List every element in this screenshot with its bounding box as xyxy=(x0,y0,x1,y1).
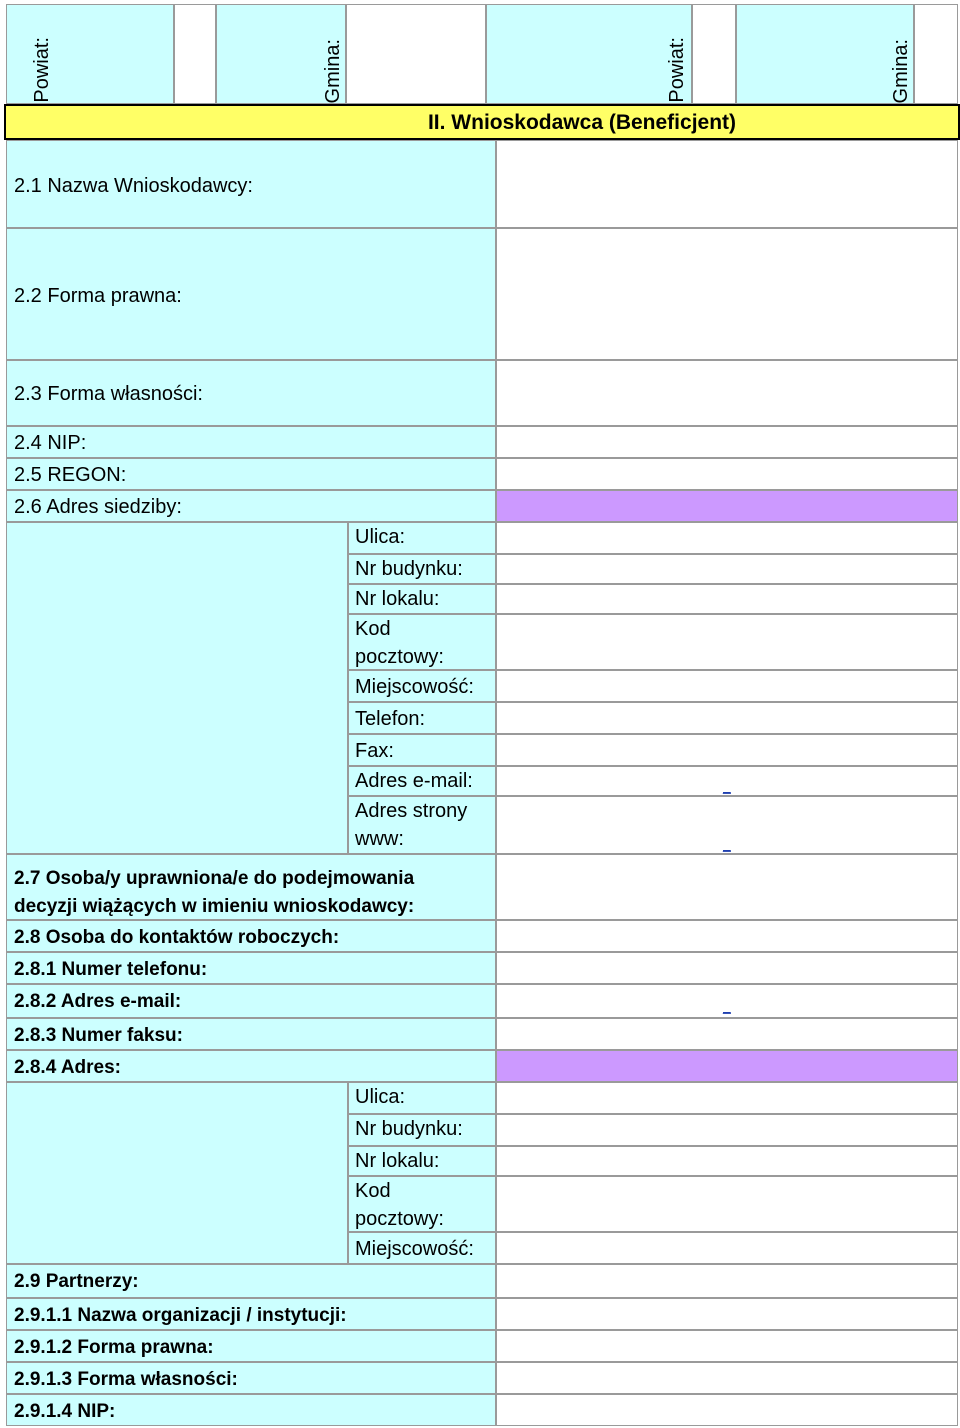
field-nip-input[interactable] xyxy=(496,426,958,458)
siedziba-fax-label: Fax: xyxy=(348,734,496,766)
field-p-nip-input[interactable] xyxy=(496,1394,958,1426)
kontakt-nr-lokalu-input[interactable] xyxy=(496,1146,958,1176)
siedziba-www-link[interactable]: _ xyxy=(723,836,731,852)
siedziba-ulica-label: Ulica: xyxy=(348,522,496,554)
field-forma-wlasnosci-label: 2.3 Forma własności: xyxy=(6,360,496,426)
siedziba-kod-label: Kod pocztowy: xyxy=(348,614,496,670)
contact-email-link[interactable]: _ xyxy=(723,998,731,1014)
powiat-label-2: Powiat: xyxy=(666,37,688,103)
field-forma-wlasnosci-input[interactable] xyxy=(496,360,958,426)
gmina-label-1: Gmina: xyxy=(322,38,344,103)
siedziba-www-input[interactable] xyxy=(496,796,958,854)
kontakt-nr-budynku-label: Nr budynku: xyxy=(348,1114,496,1146)
field-p-nazwa-input[interactable] xyxy=(496,1298,958,1330)
powiat-input-1[interactable] xyxy=(174,4,216,104)
gmina-input-1[interactable] xyxy=(346,4,486,104)
kontakt-ulica-label: Ulica: xyxy=(348,1082,496,1114)
field-adres-email-input[interactable] xyxy=(496,984,958,1018)
field-forma-prawna-input[interactable] xyxy=(496,228,958,360)
field-p-forma-prawna-input[interactable] xyxy=(496,1330,958,1362)
kontakt-miejscowosc-input[interactable] xyxy=(496,1232,958,1264)
section-header xyxy=(4,104,960,140)
field-p-nazwa-label: 2.9.1.1 Nazwa organizacji / instytucji: xyxy=(6,1298,496,1330)
siedziba-email-input[interactable] xyxy=(496,766,958,796)
adres-kontakt-block xyxy=(6,1082,348,1264)
field-numer-telefonu-input[interactable] xyxy=(496,952,958,984)
field-forma-prawna-label: 2.2 Forma prawna: xyxy=(6,228,496,360)
field-regon-label: 2.5 REGON: xyxy=(6,458,496,490)
kontakt-kod-label: Kod pocztowy: xyxy=(348,1176,496,1232)
field-adres-siedziby-label: 2.6 Adres siedziby: xyxy=(6,490,496,522)
field-partnerzy-label: 2.9 Partnerzy: xyxy=(6,1264,496,1298)
powiat-input-2[interactable] xyxy=(692,4,736,104)
field-numer-faksu-input[interactable] xyxy=(496,1018,958,1050)
powiat-label-1: Powiat: xyxy=(31,37,53,103)
field-osoba-uprawniona-input[interactable] xyxy=(496,854,958,920)
siedziba-www-label: Adres strony www: xyxy=(348,796,496,854)
siedziba-telefon-input[interactable] xyxy=(496,702,958,734)
field-nip-label: 2.4 NIP: xyxy=(6,426,496,458)
field-numer-faksu-label: 2.8.3 Numer faksu: xyxy=(6,1018,496,1050)
field-regon-input[interactable] xyxy=(496,458,958,490)
field-p-forma-wlasnosci-input[interactable] xyxy=(496,1362,958,1394)
kontakt-miejscowosc-label: Miejscowość: xyxy=(348,1232,496,1264)
field-p-forma-prawna-label: 2.9.1.2 Forma prawna: xyxy=(6,1330,496,1362)
siedziba-miejscowosc-input[interactable] xyxy=(496,670,958,702)
field-nazwa-label: 2.1 Nazwa Wnioskodawcy: xyxy=(6,140,496,228)
gmina-label-cell-1 xyxy=(216,4,346,104)
powiat-label-cell-2 xyxy=(486,4,692,104)
adres-section-bar xyxy=(496,1050,958,1082)
kontakt-nr-lokalu-label: Nr lokalu: xyxy=(348,1146,496,1176)
field-osoba-uprawniona-label: 2.7 Osoba/y uprawniona/e do podejmowania decyzji wiążących w imieniu wnioskodawcy: xyxy=(6,854,496,920)
kontakt-nr-budynku-input[interactable] xyxy=(496,1114,958,1146)
field-adres-email-label: 2.8.2 Adres e-mail: xyxy=(6,984,496,1018)
powiat-label-cell-1 xyxy=(6,4,174,104)
siedziba-email-label: Adres e-mail: xyxy=(348,766,496,796)
siedziba-nr-lokalu-label: Nr lokalu: xyxy=(348,584,496,614)
siedziba-miejscowosc-label: Miejscowość: xyxy=(348,670,496,702)
field-partnerzy-input[interactable] xyxy=(496,1264,958,1298)
field-numer-telefonu-label: 2.8.1 Numer telefonu: xyxy=(6,952,496,984)
siedziba-nr-lokalu-input[interactable] xyxy=(496,584,958,614)
field-p-nip-label: 2.9.1.4 NIP: xyxy=(6,1394,496,1426)
siedziba-kod-input[interactable] xyxy=(496,614,958,670)
kontakt-kod-input[interactable] xyxy=(496,1176,958,1232)
siedziba-nr-budynku-input[interactable] xyxy=(496,554,958,584)
gmina-label-cell-2 xyxy=(736,4,914,104)
field-osoba-kontakt-input[interactable] xyxy=(496,920,958,952)
section-title: II. Wnioskodawca (Beneficjent) xyxy=(427,111,737,134)
adres-siedziby-block xyxy=(6,522,348,854)
gmina-input-2[interactable] xyxy=(914,4,958,104)
field-osoba-kontakt-label: 2.8 Osoba do kontaktów roboczych: xyxy=(6,920,496,952)
adres-siedziby-section-bar xyxy=(496,490,958,522)
kontakt-ulica-input[interactable] xyxy=(496,1082,958,1114)
siedziba-ulica-input[interactable] xyxy=(496,522,958,554)
gmina-label-2: Gmina: xyxy=(890,38,912,103)
field-nazwa-input[interactable] xyxy=(496,140,958,228)
field-adres-label: 2.8.4 Adres: xyxy=(6,1050,496,1082)
field-p-forma-wlasnosci-label: 2.9.1.3 Forma własności: xyxy=(6,1362,496,1394)
siedziba-fax-input[interactable] xyxy=(496,734,958,766)
siedziba-email-link[interactable]: _ xyxy=(723,778,731,794)
siedziba-telefon-label: Telefon: xyxy=(348,702,496,734)
siedziba-nr-budynku-label: Nr budynku: xyxy=(348,554,496,584)
